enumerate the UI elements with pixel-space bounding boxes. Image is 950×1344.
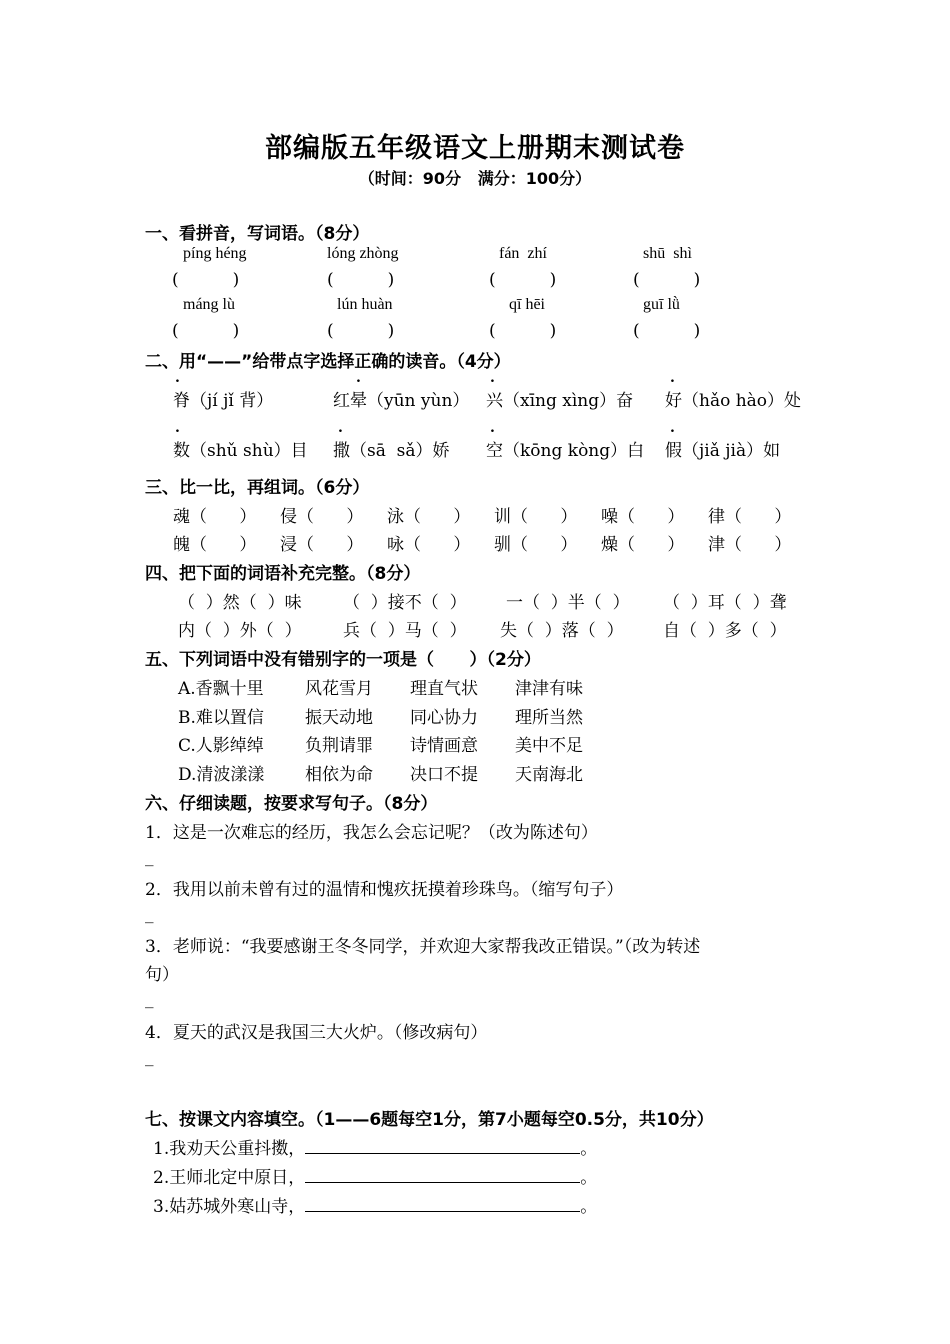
emphasis-dot: . [175,420,180,436]
section-2-heading: 二、用“——”给带点字选择正确的读音。（4分） [145,352,511,372]
word-group-item: 泳（ ） [387,507,471,527]
word-group-item: 魄（ ） [173,535,257,555]
option-a-word: 津津有味 [515,679,583,699]
reading-item: 假（jiǎ jià）如 [665,441,781,461]
section-3-heading: 三、比一比，再组词。（6分） [145,478,370,498]
answer-line[interactable]: _ [145,904,154,924]
idiom-item: 自（ ）多（ ） [663,621,787,641]
word-group-item: 津（ ） [708,535,792,555]
word-group-item: 咏（ ） [387,535,471,555]
pinyin-1: píng héng [183,245,247,262]
reading-item: 红晕（yūn yùn） [333,391,470,411]
fill-item-end: 。 [580,1168,598,1188]
option-b-word: B.难以置信 [178,708,264,728]
fill-blank[interactable] [305,1168,580,1183]
answer-blank[interactable]: ( ) [489,321,557,341]
answer-blank[interactable]: ( ) [327,321,395,341]
word-group-item: 训（ ） [494,507,578,527]
idiom-item: 兵（ ）马（ ） [343,621,467,641]
fill-item-end: 。 [580,1139,598,1159]
pinyin-7: qī hēi [509,296,545,313]
idiom-item: （ ）耳（ ）聋 [663,593,787,613]
idiom-item: 内（ ）外（ ） [178,621,302,641]
pinyin-6: lún huàn [337,296,393,313]
emphasis-dot: . [670,420,675,436]
word-group-item: 噪（ ） [601,507,685,527]
option-b-word: 理所当然 [515,708,583,728]
word-group-item: 驯（ ） [494,535,578,555]
emphasis-dot: . [670,370,675,386]
option-c-word: C.人影绰绰 [178,736,264,756]
fill-item-3 [153,1192,597,1217]
option-b-word: 同心协力 [410,708,478,728]
idiom-item: 一（ ）半（ ） [506,593,630,613]
pinyin-8: guī lǜ [643,296,680,313]
question-4: 4．夏天的武汉是我国三大火炉。（修改病句） [145,1023,488,1043]
word-group-item: 侵（ ） [280,507,364,527]
pinyin-5: máng lù [183,296,235,313]
emphasis-dot: . [490,420,495,436]
option-a-word: 风花雪月 [305,679,373,699]
option-b-word: 振天动地 [305,708,373,728]
fill-item-1 [153,1134,597,1159]
option-c-word: 美中不足 [515,736,583,756]
answer-blank[interactable]: ( ) [327,270,395,290]
option-d-word: 相依为命 [305,765,373,785]
option-c-word: 负荆请罪 [305,736,373,756]
fill-item-label: 1.我劝天公重抖擞， [153,1139,306,1159]
reading-item: 兴（xīng xìng）奋 [486,391,634,411]
option-a-word: 理直气状 [410,679,478,699]
answer-line[interactable]: _ [145,989,154,1009]
reading-item: 好（hǎo hào）处 [665,391,802,411]
section-1-heading: 一、看拼音，写词语。（8分） [145,224,370,244]
section-4-heading: 四、把下面的词语补充完整。（8分） [145,564,421,584]
emphasis-dot: . [490,370,495,386]
pinyin-2: lóng zhòng [327,245,399,262]
reading-item: 空（kōng kòng）白 [486,441,645,461]
pinyin-3: fán zhí [499,245,547,262]
idiom-item: （ ）然（ ）味 [178,593,302,613]
question-1: 1．这是一次难忘的经历，我怎么会忘记呢？（改为陈述句） [145,823,598,843]
word-group-item: 律（ ） [708,507,792,527]
answer-line[interactable]: _ [145,847,154,867]
fill-blank[interactable] [305,1197,580,1212]
reading-item: 数（shǔ shù）目 [173,441,308,461]
word-group-item: 浸（ ） [280,535,364,555]
section-7-heading: 七、按课文内容填空。（1——6题每空1分，第7小题每空0.5分，共10分） [145,1110,714,1130]
section-5-heading: 五、下列词语中没有错别字的一项是（ ）（2分） [145,650,541,670]
section-6-heading: 六、仔细读题，按要求写句子。（8分） [145,794,438,814]
option-d-word: D.清波漾漾 [178,765,265,785]
fill-item-label: 2.王师北定中原日， [153,1168,306,1188]
page-title: 部编版五年级语文上册期末测试卷 [265,133,685,164]
answer-line[interactable]: _ [145,1047,154,1067]
option-c-word: 诗情画意 [410,736,478,756]
question-2: 2．我用以前未曾有过的温情和愧疚抚摸着珍珠鸟。（缩写句子） [145,880,624,900]
option-d-word: 决口不提 [410,765,478,785]
reading-item: 脊（jí jǐ 背） [173,391,274,411]
pinyin-4: shū shì [643,245,692,262]
answer-blank[interactable]: ( ) [633,270,701,290]
emphasis-dot: . [175,370,180,386]
emphasis-dot: . [338,420,343,436]
fill-item-2 [153,1163,597,1188]
option-d-word: 天南海北 [515,765,583,785]
word-group-item: 燥（ ） [601,535,685,555]
idiom-item: （ ）接不（ ） [343,593,467,613]
question-3: 3．老师说：“我要感谢王冬冬同学，并欢迎大家帮我改正错误。”（改为转述 [145,937,701,957]
question-3-cont: 句） [145,965,179,985]
answer-blank[interactable]: ( ) [489,270,557,290]
fill-item-label: 3.姑苏城外寒山寺， [153,1197,306,1217]
answer-blank[interactable]: ( ) [172,270,240,290]
emphasis-dot: . [356,370,361,386]
answer-blank[interactable]: ( ) [633,321,701,341]
answer-blank[interactable]: ( ) [172,321,240,341]
reading-item: 撒（sā sǎ）娇 [333,441,450,461]
fill-item-end: 。 [580,1197,598,1217]
option-a-word: A.香飘十里 [178,679,264,699]
idiom-item: 失（ ）落（ ） [500,621,624,641]
word-group-item: 魂（ ） [173,507,257,527]
fill-blank[interactable] [305,1139,580,1154]
page-subtitle: （时间：90分 满分：100分） [358,169,592,188]
